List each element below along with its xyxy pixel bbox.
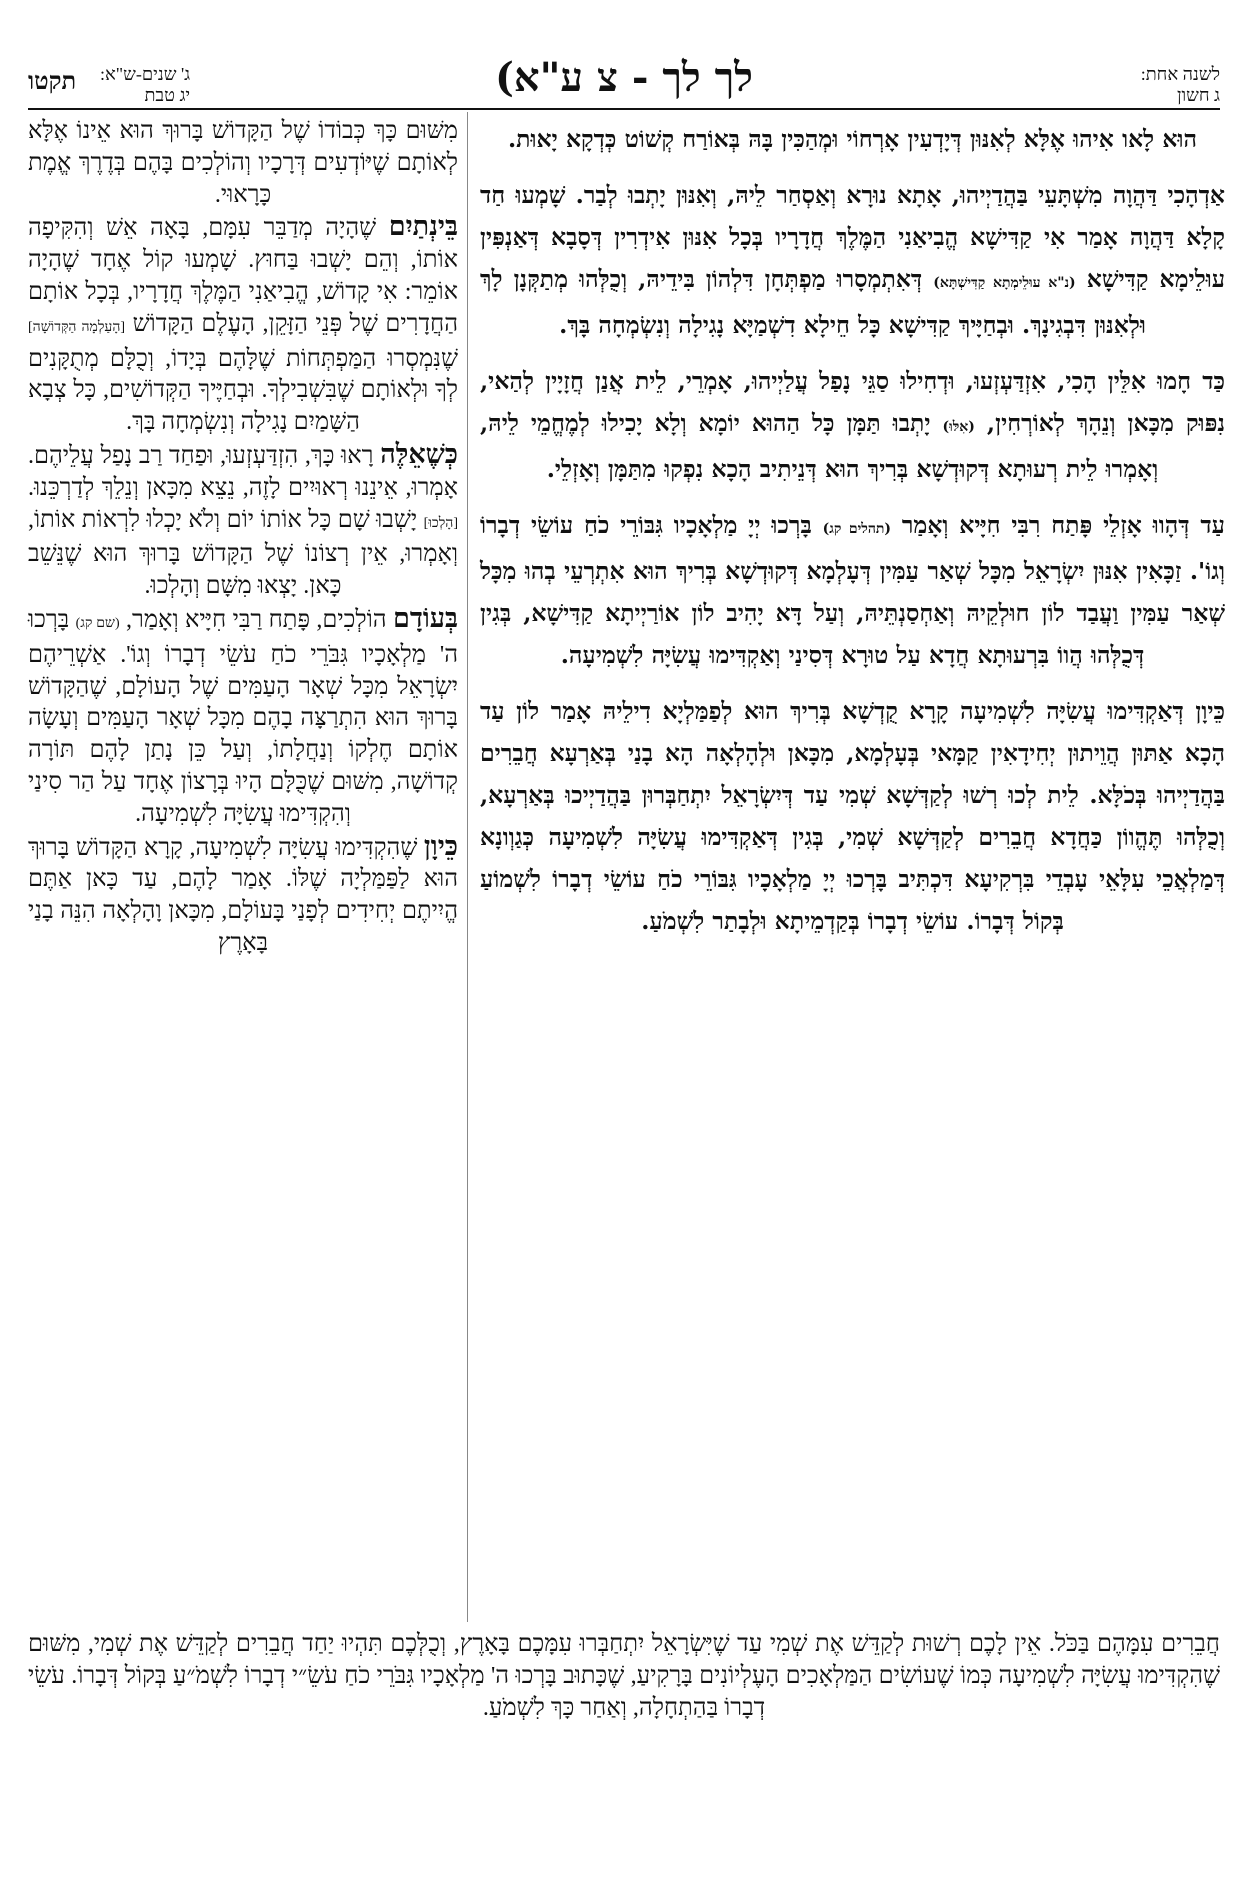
page-number: תקטו: [28, 66, 77, 95]
side-paragraph: [28, 439, 458, 603]
lead-word: כְּשֶׁאֵלֶּה: [380, 438, 458, 469]
side-note: [הָעַלְמָה הַקְּדוֹשָׁה]: [28, 319, 126, 335]
main-paragraph: כֵּיוָן דְּאַקְדִּימוּ עֲשִׂיָּה לִשְׁמִיעָה קָרָא קֻדְשָׁא בְּרִיךְ הוּא לְפַמַּלְיָא דִילֵיהּ אָמַר לוֹן עַד הָכָא אַתּוּן הֲוֵיתוּן יְחִידָאִין קַמָּאי בְּעָלְמָא, מִכָּאן וּלְהָלְאָה הָא בָנַי בְּאַרְעָא חֲבֵרִים בַּהֲדַיְיהוּ בְּכֹלָּא. לֵית לְכוּ רְשׁוּ לְקַדְּשָׁא שְׁמִי עַד דְּיִשְׂרָאֵל יִתְחַבְּרוּן בַּהֲדַיְיכוּ בְּאַרְעָא, וְכֻלְּהוּ תֶּהֱווֹן כַּחֲדָא חֲבֵרִים לְקַדְּשָׁא שְׁמִי, בְּגִין דְּאַקְדִּימוּ עֲשִׂיָּה לִשְׁמִיעָה כְּגַוְונָא דְּמַלְאֲכֵי עִלָּאֵי עָבְדֵי בִּרְקִיעָא דִּכְתִּיב בָּרְכוּ יְיָ מַלְאָכָיו גִּבּוֹרֵי כֹחַ עוֹשֵׂי דְבָרוֹ לִשְׁמוֹעַ בְּקוֹל דְּבָרוֹ. עוֹשֵׂי דְבָרוֹ בְּקַדְמֵיתָא וּלְבָתַר לִשְׁמֹעַ.: [480, 697, 1225, 935]
header-rule: [28, 108, 1220, 110]
side-paragraph: [28, 831, 458, 960]
side-text: שֶׁהָיָה מְדַבֵּר עִמָּם, בָּאָה אֵשׁ וְהִקִּיפָה אוֹתוֹ, וְהֵם יָשְׁבוּ בַּחוּץ. שָׁמְעוּ קוֹל אֶחָד שֶׁהָיָה אוֹמֵר: אִי קָדוֹשׁ, הֱבִיאַנִי הַמֶּלֶךְ חֲדָרָיו, בְּכָל אוֹתָם הַחֲדָרִים שֶׁל פְּנֵי הַזָּקֵן, הָעֶלֶם הַקָּדוֹשׁ: [28, 215, 459, 337]
side-paragraph: [28, 211, 458, 439]
side-note: [הָלְכוּ]: [423, 515, 459, 531]
column-divider: [467, 112, 468, 1622]
header-left: [100, 64, 190, 106]
page-title: לך לך - צ ע"א): [494, 54, 754, 101]
bottom-text: חֲבֵרִים עִמָּהֶם בַּכֹּל. אֵין לָכֶם רְשׁוּת לְקַדֵּשׁ אֶת שְׁמִי עַד שֶׁיִּשְׂרָאֵל יִתְחַבְּרוּ עִמָּכֶם בָּאָרֶץ, וְכֻלְּכֶם תִּהְיוּ יַחַד חֲבֵרִים לְקַדֵּשׁ אֶת שְׁמִי, מִשּׁוּם שֶׁהִקְדִּימוּ עֲשִׂיָּה לִשְׁמִיעָה כְּמוֹ שֶׁעוֹשִׂים הַמַּלְאָכִים הָעֶלְיוֹנִים בָּרָקִיעַ, שֶׁכָּתוּב בָּרְכוּ ה' מַלְאָכָיו גִּבֹּרֵי כֹחַ עֹשֵׂ״י דְבָרוֹ לִשְׁמֹ״עַ בְּקוֹל דְּבָרוֹ. עֹשֵׂי דְבָרוֹ בַּהַתְחָלָה, וְאַחַר כָּךְ לִשְׁמֹעַ.: [28, 1631, 1220, 1721]
side-text: יָשְׁבוּ שָׁם כָּל אוֹתוֹ יוֹם וְלֹא יָכְלוּ לִרְאוֹת אוֹתוֹ, וְאָמְרוּ, אֵין רְצוֹנוֹ שֶׁל הַקָּדוֹשׁ בָּרוּךְ הוּא שֶׁנֵּשֵׁב כָּאן. יָצְאוּ מִשָּׁם וְהָלְכוּ.: [28, 506, 458, 600]
header-right-line2: ג חשון: [1176, 85, 1220, 105]
translation-column: [28, 116, 458, 960]
side-text: הוֹלְכִים, פָּתַח רַבִּי חִיָּיא וְאָמַר,: [126, 606, 387, 633]
bottom-continuation: [28, 1628, 1220, 1724]
main-text: בָּרְכוּ יְיָ מַלְאָכָיו גִּבּוֹרֵי כֹחַ עוֹשֵׂי דְבָרוֹ וְגוֹ'. זַכָּאִין אִנּוּן יִשְׂרָאֵל מִכָּל שְׁאַר עַמִּין דְּעָלְמָא דְּקוּדְשָׁא בְּרִיךְ הוּא אִתְרְעֵי בְהוּ מִכָּל שְׁאַר עַמִּין וַעֲבַד לוֹן חוּלְקֵיהּ וְאַחְסַנְתֵּיהּ, וְעַל דָּא יָהִיב לוֹן אוֹרַיְיתָא קַדִּישָׁא, בְּגִין דְּכֻלְּהוּ הֲווֹ בִּרְעוּתָא חֲדָא עַל טוּרָא דְּסִינַי וְאַקְדִּימוּ עֲשִׂיָּה לִשְׁמִיעָה.: [480, 511, 1225, 669]
main-note: (נ"א עוּלֵימְתָא קַדִּישְׁתָּא): [933, 275, 1076, 291]
main-text: כַּד חָמוּ אִלֵּין הָכִי, אִזְדַּעְזְעוּ, וּדְחִילוּ סַגֵּי נָפַל עֲלַיְיהוּ, אָמְרֵי, לֵית אֲנַן חֲזָיָין לְהַאי, נִפּוּק מִכָּאן וְנֵהָךְ לְאוֹרְחִין,: [480, 367, 1225, 437]
main-note: (תהלים קג): [822, 521, 892, 537]
side-paragraph: מִשּׁוּם כָּךְ כְּבוֹדוֹ שֶׁל הַקָּדוֹשׁ בָּרוּךְ הוּא אֵינוֹ אֶלָּא לְאוֹתָם שֶׁיּוֹדְעִים דְּרָכָיו וְהוֹלְכִים בָּהֶם בְּדֶרֶךְ אֱמֶת כָּרָאוּי.: [28, 118, 458, 208]
lead-word: בְּעוֹדָם: [393, 602, 459, 633]
main-paragraph: [480, 360, 1225, 490]
lead-word: כֵּיוָן: [423, 830, 458, 861]
main-paragraph: [480, 504, 1225, 676]
header-right-line1: לשנה אחת:: [1140, 64, 1220, 84]
main-text: עַד דְּהָווּ אָזְלֵי פָּתַח רִבִּי חִיָּיא וְאָמַר: [901, 511, 1225, 539]
main-text: יָתְבוּ תַּמָּן כָּל הַהוּא יוֹמָא וְלָא יָכִילוּ לְמֶחֱמֵי לֵיהּ, וְאָמְרוּ לֵית רְעוּתָא דְּקוּדְשָׁא בְּרִיךְ הוּא דְּנֵיתִיב הָכָא נִפְקוּ מִתַּמָּן וְאָזְלֵי.: [480, 409, 1159, 483]
main-text: דְּאִתְמְסָרוּ מַפְתְּחָן דִּלְהוֹן בִּידֵיהּ, וְכֻלְּהוּ מְתַקְּנָן לָךְ וּלְאִנּוּן דִּבְגִינָךְ. וּבְחַיָּיךְ קַדִּישָׁא כָּל חֵילָא דִשְׁמַיָּא נָגִילָה וְנִשְׂמְחָה בָּךְ.: [480, 265, 1146, 339]
main-column: [480, 118, 1225, 956]
lead-word: בֵּינְתַיִם: [388, 211, 458, 242]
main-note: (אִלּוּ): [942, 419, 975, 435]
side-text: שֶׁנִּמְסְרוּ הַמַּפְתְּחוֹת שֶׁלָּהֶם בְּיָדוֹ, וְכֻלָּם מְתֻקָּנִים לְךָ וּלְאוֹתָם שֶׁבִּשְׁבִילְךָ. וּבְחַיֶּיךָ הַקְּדוֹשִׁים, כָּל צְבָא הַשָּׁמַיִם נָגִילָה וְנִשְׂמְחָה בָּךְ.: [28, 345, 458, 436]
main-paragraph: הוּא לָאו אִיהוּ אֶלָּא לְאִנּוּן דְּיָדְעִין אָרְחוֹי וּמְהַכִּין בָּהּ בְּאוֹרַח קְשׁוֹט כְּדְקָא יָאוּת.: [508, 125, 1197, 153]
side-note: (שם קג): [75, 615, 120, 631]
main-paragraph: [480, 174, 1225, 346]
page-header: [28, 54, 1220, 112]
header-left-line2: יג טבת: [144, 85, 191, 105]
main-text: אַדְהָכִי דַּהֲוָה מִשְׁתָּעֵי בַּהֲדַיְיהוּ, אָתָא נוּרָא וְאַסְחַר לֵיהּ, וְאִנּוּן יָתְבוּ לְבַר. שָׁמְעוּ חַד קָלָא דַּהֲוָה אָמַר אִי קַדִּישָׁא הֱבִיאַנִי הַמֶּלֶךְ חֲדָרָיו בְּכָל אִנּוּן אִידְרִין דְּסָבָא דְּאַנְפִּין עוּלֵימָא קַדִּישָׁא: [480, 181, 1226, 293]
side-text: רָאוּ כָּךְ, הִזְדַּעְזְעוּ, וּפַחַד רַב נָפַל עֲלֵיהֶם. אָמְרוּ, אֵינֵנוּ רְאוּיִים לָזֶה, נֵצֵא מִכָּאן וְנֵלֵךְ לְדַרְכֵּנוּ.: [28, 442, 458, 501]
header-left-line1: ג' שנים-ש"א:: [100, 64, 191, 84]
side-paragraph: [28, 603, 458, 831]
side-text: בָּרְכוּ ה' מַלְאָכָיו גִּבֹּרֵי כֹחַ עֹשֵׂי דְבָרוֹ וְגוֹ'. אַשְׁרֵיהֶם יִשְׂרָאֵל מִכָּל שְׁאָר הָעַמִּים שֶׁל הָעוֹלָם, שֶׁהַקָּדוֹשׁ בָּרוּךְ הוּא הִתְרַצָּה בָהֶם מִכָּל שְׁאָר הָעַמִּים וְעָשָׂה אוֹתָם חֶלְקוֹ וְנַחֲלָתוֹ, וְעַל כֵּן נָתַן לָהֶם תּוֹרָה קְדוֹשָׁה, מִשּׁוּם שֶׁכֻּלָּם הָיוּ בְּרָצוֹן אֶחָד עַל הַר סִינַי וְהִקְדִּימוּ עֲשִׂיָּה לִשְׁמִיעָה.: [28, 606, 458, 827]
side-text: שֶׁהִקְדִּימוּ עֲשִׂיָּה לִשְׁמִיעָה, קָרָא הַקָּדוֹשׁ בָּרוּךְ הוּא לַפַּמַּלְיָה שֶׁלּוֹ. אָמַר לָהֶם, עַד כָּאן אַתֶּם הֱיִיתֶם יְחִידִים לְפָנַי בָּעוֹלָם, מִכָּאן וָהָלְאָה הִנֵּה בָנַי בָּאָרֶץ: [28, 834, 458, 956]
